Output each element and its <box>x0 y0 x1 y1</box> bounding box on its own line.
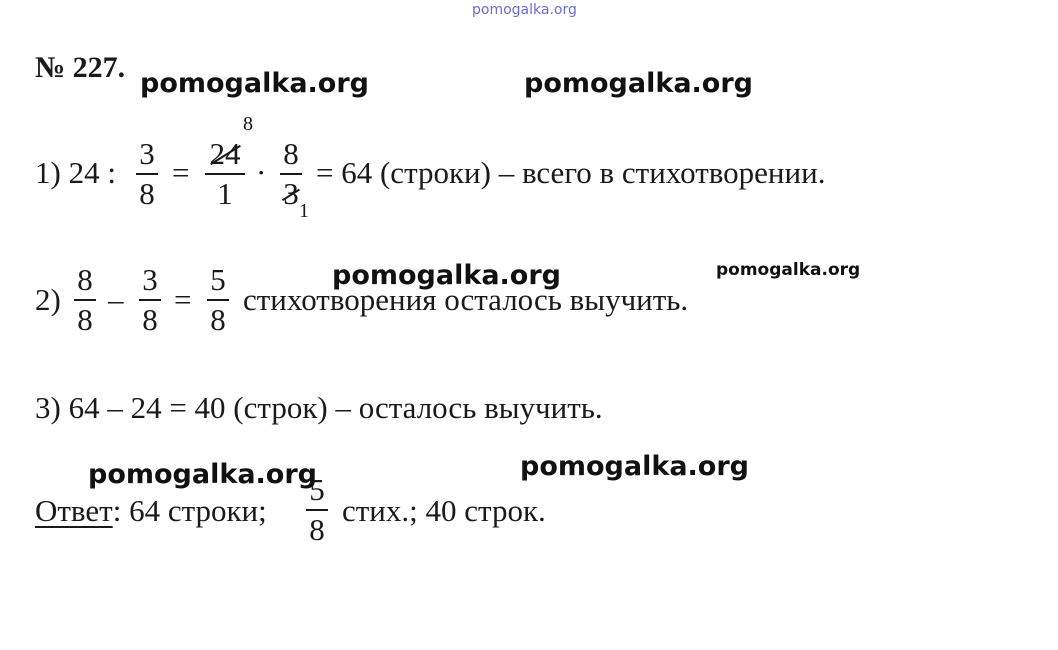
step-1-equals: = <box>172 155 190 190</box>
fraction-numerator: 8 <box>283 136 299 171</box>
fraction-denominator: 8 <box>309 512 325 547</box>
answer-part-2: стих.; 40 строк. <box>342 493 546 528</box>
step-2-minus: – <box>108 282 124 317</box>
fraction-denominator: 1 <box>217 176 233 211</box>
fraction-numerator: 3 <box>139 136 155 171</box>
step-1-fraction-2 <box>205 138 245 209</box>
reduction-top: 8 <box>243 113 253 135</box>
step-2-fraction-2 <box>139 264 161 335</box>
step-1-fraction-3 <box>280 138 302 209</box>
fraction-denominator: 8 <box>210 302 226 337</box>
step-2-prefix: 2) <box>35 282 61 317</box>
fraction-numerator: 3 <box>142 262 158 297</box>
fraction-denominator: 8 <box>142 302 158 337</box>
answer-label: Ответ <box>35 493 113 528</box>
watermark: pomogalka.org <box>88 459 317 490</box>
step-1-fraction-1 <box>136 138 158 209</box>
reduction-bottom: 1 <box>299 200 309 222</box>
fraction-numerator: 8 <box>77 262 93 297</box>
problem-number: № 227. <box>35 51 126 84</box>
step-1-suffix: = 64 (строки) – всего в стихотворении. <box>316 155 826 190</box>
answer-line-start <box>35 493 267 529</box>
step-1-prefix: 1) 24 : <box>35 155 116 190</box>
fraction-denominator: 3 <box>283 176 299 211</box>
step-2-fraction-1 <box>74 264 96 335</box>
step-2-suffix: стихотворения осталось выучить. <box>243 282 689 317</box>
watermark: pomogalka.org <box>716 260 861 280</box>
step-3: 3) 64 – 24 = 40 (строк) – осталось выучить. <box>35 390 603 425</box>
watermark: pomogalka.org <box>332 260 561 291</box>
fraction-denominator: 8 <box>139 176 155 211</box>
fraction-numerator: 5 <box>210 262 226 297</box>
step-1-dot: · <box>256 155 267 190</box>
fraction-numerator: 5 <box>309 472 325 507</box>
fraction-numerator: 24 <box>209 136 241 171</box>
watermark: pomogalka.org <box>524 68 753 99</box>
fraction-denominator: 8 <box>77 302 93 337</box>
answer-part-1: : 64 строки; <box>112 493 267 528</box>
step-2-equals: = <box>174 282 192 317</box>
watermark: pomogalka.org <box>520 451 749 482</box>
watermark: pomogalka.org <box>140 68 369 99</box>
step-2-fraction-3 <box>207 264 229 335</box>
source-link[interactable]: pomogalka.org <box>472 2 577 18</box>
